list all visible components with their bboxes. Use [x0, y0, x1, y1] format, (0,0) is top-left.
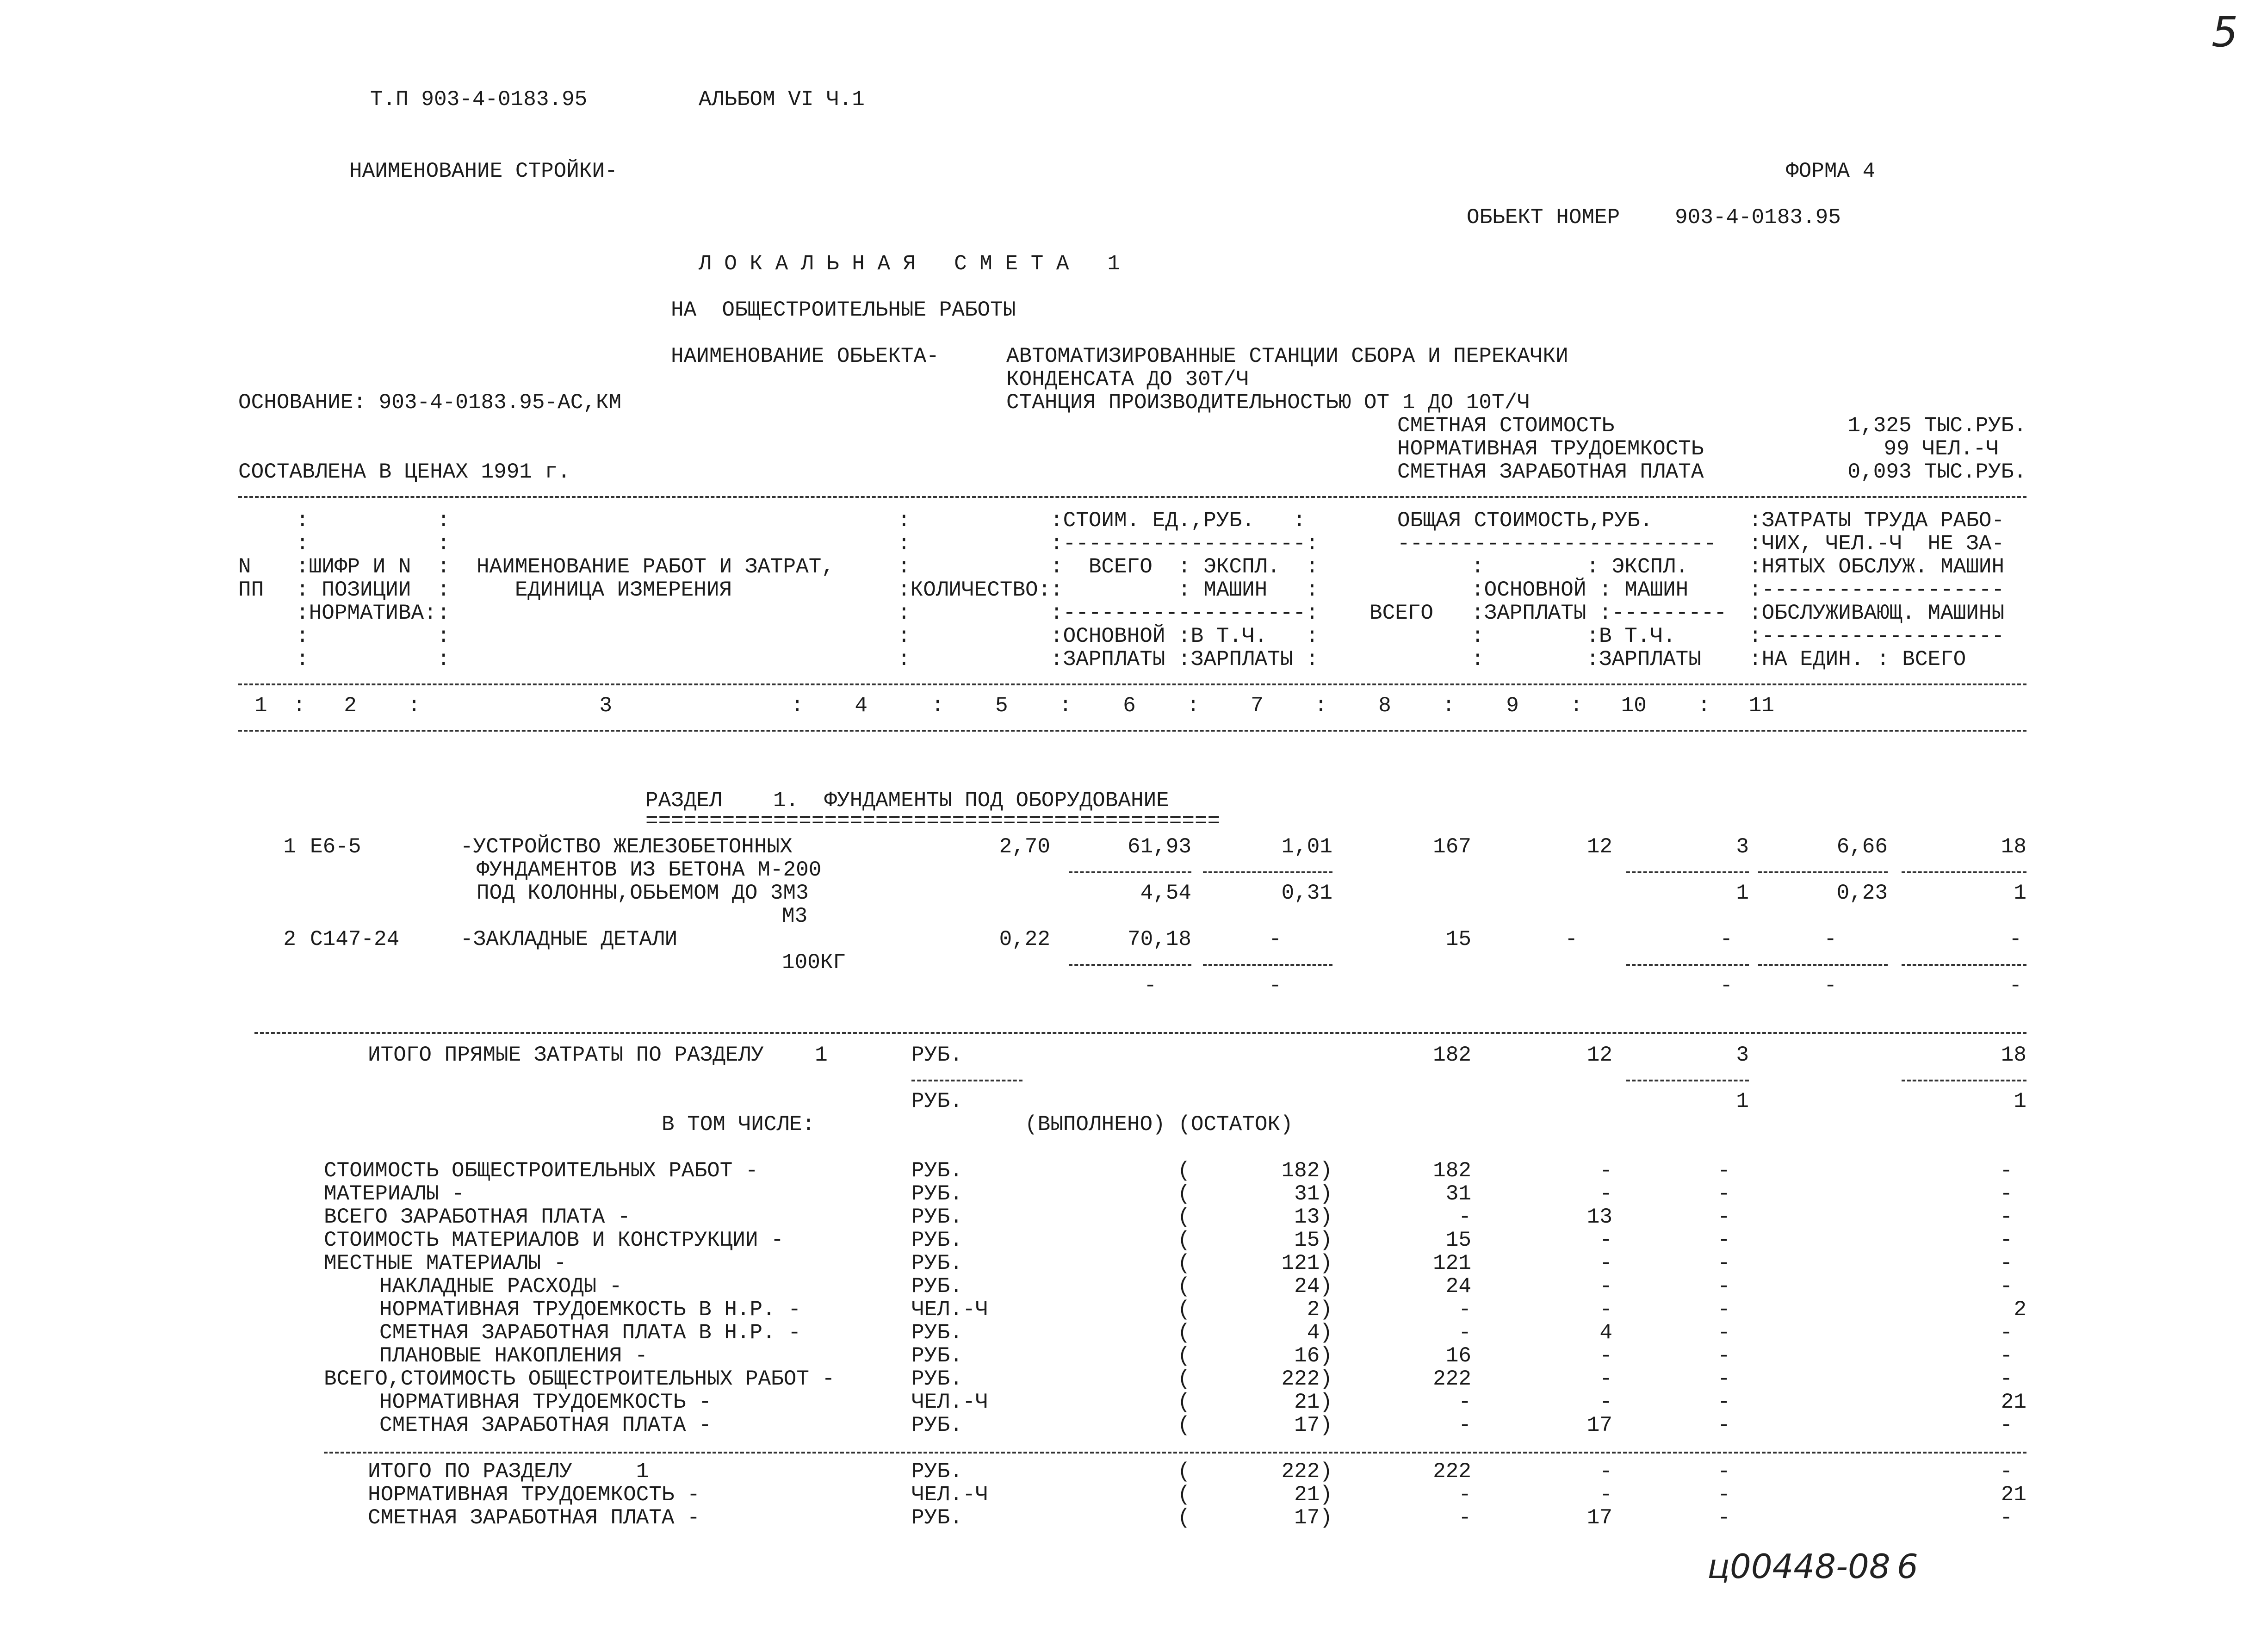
sub-rule	[1626, 871, 1749, 873]
subtotal-service: 1	[2014, 1089, 2026, 1113]
sub-rule	[1758, 871, 1888, 873]
summary-label-cost: СМЕТНАЯ СТОИМОСТЬ	[1397, 414, 1615, 438]
breakdown-mach: -	[1717, 1390, 1730, 1414]
breakdown-unit: РУБ.	[911, 1367, 963, 1391]
album-label: АЛЬБОМ VI Ч.1	[699, 87, 865, 112]
breakdown-open-paren: (	[1177, 1367, 1190, 1391]
object-name-label: НАИМЕНОВАНИЕ ОБЬЕКТА-	[671, 344, 939, 368]
breakdown-total: 15	[1445, 1228, 1471, 1252]
breakdown-open-paren: (	[1177, 1159, 1190, 1183]
header-n: N ПП	[238, 555, 264, 602]
header-bottom-rule	[238, 730, 2026, 732]
item-unit-mach-salary: 0,31	[1281, 881, 1332, 905]
breakdown-salary: -	[1599, 1182, 1612, 1206]
totals-total: -	[1458, 1506, 1471, 1530]
breakdown-labor: -	[2000, 1251, 2013, 1275]
sub-rule	[1203, 871, 1332, 873]
sub-rule	[1902, 964, 2026, 966]
breakdown-label: НОРМАТИВНАЯ ТРУДОЕМКОСТЬ В Н.Р. -	[379, 1298, 801, 1322]
sub-rule	[1069, 964, 1191, 966]
item-unit-salary: 4,54	[1140, 881, 1191, 905]
breakdown-total: -	[1458, 1390, 1471, 1414]
basis-line: ОСНОВАНИЕ: 903-4-0183.95-АС,КМ	[238, 391, 622, 415]
page-subtitle: НА ОБЩЕСТРОИТЕЛЬНЫЕ РАБОТЫ	[671, 298, 1016, 322]
breakdown-labor: -	[2000, 1228, 2013, 1252]
breakdown-labor: -	[2000, 1159, 2013, 1183]
totals-labor: -	[2000, 1460, 2013, 1484]
item-qty: 0,22	[999, 927, 1050, 951]
breakdown-unit: РУБ.	[911, 1251, 963, 1275]
breakdown-salary: 4	[1599, 1321, 1612, 1345]
breakdown-unit: РУБ.	[911, 1321, 963, 1345]
totals-unit: РУБ.	[911, 1506, 963, 1530]
breakdown-unit: РУБ.	[911, 1159, 963, 1183]
breakdown-open-paren: (	[1177, 1228, 1190, 1252]
item-unit-mach: -	[1269, 927, 1282, 951]
breakdown-salary: 17	[1586, 1413, 1612, 1437]
breakdown-labor: -	[2000, 1367, 2013, 1391]
breakdown-labor: -	[2000, 1182, 2013, 1206]
breakdown-labor: -	[2000, 1344, 2013, 1368]
subtotal-label: ИТОГО ПРЯМЫЕ ЗАТРАТЫ ПО РАЗДЕЛУ 1	[368, 1043, 828, 1067]
item-number: 1	[283, 835, 296, 859]
breakdown-mach: -	[1717, 1159, 1730, 1183]
item-name-line: ФУНДАМЕНТОВ ИЗ БЕТОНА М-200	[477, 858, 822, 882]
item-labor-total: 18	[2001, 835, 2026, 859]
item-name-line: -ЗАКЛАДНЫЕ ДЕТАЛИ	[460, 927, 678, 951]
item-total: 15	[1445, 927, 1471, 951]
breakdown-salary: -	[1599, 1159, 1612, 1183]
including-label: В ТОМ ЧИСЛЕ:	[662, 1112, 815, 1137]
totals-total: -	[1458, 1483, 1471, 1507]
breakdown-open-paren: (	[1177, 1390, 1190, 1414]
breakdown-mach: -	[1717, 1251, 1730, 1275]
item-mach: 3	[1736, 835, 1749, 859]
totals-salary: -	[1599, 1483, 1612, 1507]
breakdown-total: 121	[1433, 1251, 1471, 1275]
breakdown-label: СМЕТНАЯ ЗАРАБОТНАЯ ПЛАТА В Н.Р. -	[379, 1321, 801, 1345]
breakdown-mach: -	[1717, 1182, 1730, 1206]
handwritten-code: ц00448-08	[1707, 1547, 1890, 1586]
breakdown-open-paren: (	[1177, 1251, 1190, 1275]
totals-label: НОРМАТИВНАЯ ТРУДОЕМКОСТЬ -	[368, 1483, 700, 1507]
breakdown-mach: -	[1717, 1321, 1730, 1345]
totals-open-paren: (	[1177, 1460, 1190, 1484]
breakdown-label: СТОИМОСТЬ ОБЩЕСТРОИТЕЛЬНЫХ РАБОТ -	[324, 1159, 758, 1183]
breakdown-unit: РУБ.	[911, 1228, 963, 1252]
breakdown-salary: -	[1599, 1251, 1612, 1275]
project-code: Т.П 903-4-0183.95	[370, 87, 588, 112]
item-unit-mach: 1,01	[1281, 835, 1332, 859]
item-service-total: -	[2009, 974, 2022, 998]
breakdown-mach: -	[1717, 1298, 1730, 1322]
breakdown-label: СТОИМОСТЬ МАТЕРИАЛОВ И КОНСТРУКЦИИ -	[324, 1228, 784, 1252]
breakdown-labor: -	[2000, 1274, 2013, 1298]
breakdown-done: 13)	[1294, 1205, 1332, 1229]
header-total-all: ВСЕГО	[1369, 601, 1434, 625]
item-unit: 100КГ	[782, 950, 846, 975]
sub-rule	[1626, 964, 1749, 966]
page-title: Л О К А Л Ь Н А Я С М Е Т А 1	[699, 252, 1120, 276]
breakdown-done: 17)	[1294, 1413, 1332, 1437]
breakdown-unit: РУБ.	[911, 1344, 963, 1368]
item-unit: М3	[782, 904, 808, 928]
header-qty: : : : :КОЛИЧЕСТВО: : : :	[898, 509, 1051, 671]
breakdown-done: 24)	[1294, 1274, 1332, 1298]
item-name-line: -УСТРОЙСТВО ЖЕЛЕЗОБЕТОННЫХ	[460, 835, 793, 859]
totals-mach: -	[1717, 1483, 1730, 1507]
breakdown-total: -	[1458, 1321, 1471, 1345]
breakdown-mach: -	[1717, 1274, 1730, 1298]
breakdown-salary: 13	[1586, 1205, 1612, 1229]
breakdown-total: -	[1458, 1205, 1471, 1229]
breakdown-label: ПЛАНОВЫЕ НАКОПЛЕНИЯ -	[379, 1344, 648, 1368]
summary-value-cost: 1,325 ТЫС.РУБ.	[1847, 414, 2026, 438]
totals-rule	[324, 1452, 2026, 1454]
item-mach-salary: -	[1720, 974, 1733, 998]
breakdown-unit: РУБ.	[911, 1205, 963, 1229]
subtotal-unit: РУБ.	[911, 1043, 963, 1067]
totals-unit: ЧЕЛ.-Ч	[911, 1483, 988, 1507]
breakdown-open-paren: (	[1177, 1321, 1190, 1345]
breakdown-open-paren: (	[1177, 1274, 1190, 1298]
breakdown-unit: РУБ.	[911, 1274, 963, 1298]
totals-done: 222)	[1281, 1460, 1332, 1484]
item-unit-total: 61,93	[1127, 835, 1191, 859]
breakdown-done: 2)	[1307, 1298, 1332, 1322]
sub-rule	[1203, 964, 1332, 966]
subtotal-unit-2: РУБ.	[911, 1089, 963, 1113]
breakdown-total: -	[1458, 1413, 1471, 1437]
breakdown-done: 182)	[1281, 1159, 1332, 1183]
breakdown-label: МЕСТНЫЕ МАТЕРИАЛЫ -	[324, 1251, 567, 1275]
totals-mach: -	[1717, 1506, 1730, 1530]
breakdown-labor: -	[2000, 1413, 2013, 1437]
header-labor: :ЗАТРАТЫ ТРУДА РАБО- :ЧИХ, ЧЕЛ.-Ч НЕ ЗА- :НЯТЫХ ОБСЛУЖ. МАШИН :------------------- :ОБСЛУЖИВАЮЩ. МАШИНЫ :------------------- :НА ЕДИН. : ВСЕГО	[1749, 509, 2005, 671]
breakdown-total: 222	[1433, 1367, 1471, 1391]
breakdown-done: 15)	[1294, 1228, 1332, 1252]
item-number: 2	[283, 927, 296, 951]
subtotal-salary: 12	[1586, 1043, 1612, 1067]
breakdown-label: МАТЕРИАЛЫ -	[324, 1182, 465, 1206]
header-code: : : :ШИФР И N : ПОЗИЦИИ :НОРМАТИВА: : :	[296, 509, 437, 671]
summary-label-labor: НОРМАТИВНАЯ ТРУДОЕМКОСТЬ	[1397, 437, 1704, 461]
sub-rule	[1626, 1080, 1749, 1081]
subtotal-mach-salary: 1	[1736, 1089, 1749, 1113]
totals-unit: РУБ.	[911, 1460, 963, 1484]
header-top-rule	[238, 496, 2026, 498]
breakdown-salary: -	[1599, 1274, 1612, 1298]
item-salary: 12	[1586, 835, 1612, 859]
header-name-sep: : : : : : : :	[437, 509, 450, 671]
summary-label-salary: СМЕТНАЯ ЗАРАБОТНАЯ ПЛАТА	[1397, 460, 1704, 484]
totals-done: 17)	[1294, 1506, 1332, 1530]
section-title: РАЗДЕЛ 1. ФУНДАМЕНТЫ ПОД ОБОРУДОВАНИЕ	[645, 789, 1169, 813]
sub-rule	[1758, 964, 1888, 966]
breakdown-open-paren: (	[1177, 1205, 1190, 1229]
item-unit-total: 70,18	[1127, 927, 1191, 951]
breakdown-mach: -	[1717, 1367, 1730, 1391]
breakdown-label: НАКЛАДНЫЕ РАСХОДЫ -	[379, 1274, 622, 1298]
breakdown-label: НОРМАТИВНАЯ ТРУДОЕМКОСТЬ -	[379, 1390, 712, 1414]
totals-open-paren: (	[1177, 1483, 1190, 1507]
breakdown-label: СМЕТНАЯ ЗАРАБОТНАЯ ПЛАТА -	[379, 1413, 712, 1437]
breakdown-mach: -	[1717, 1228, 1730, 1252]
totals-salary: -	[1599, 1460, 1612, 1484]
breakdown-salary: -	[1599, 1390, 1612, 1414]
subtotal-total: 182	[1433, 1043, 1471, 1067]
columns-note: (ВЫПОЛНЕНО) (ОСТАТОК)	[1025, 1112, 1293, 1137]
breakdown-labor: -	[2000, 1321, 2013, 1345]
breakdown-done: 16)	[1294, 1344, 1332, 1368]
breakdown-total: 16	[1445, 1344, 1471, 1368]
item-mach-salary: 1	[1736, 881, 1749, 905]
breakdown-done: 4)	[1307, 1321, 1332, 1345]
header-total-sub: : : ЭКСПЛ. :ОСНОВНОЙ : МАШИН :ЗАРПЛАТЫ :--------- : :В Т.Ч. : :ЗАРПЛАТЫ	[1471, 555, 1727, 671]
breakdown-salary: -	[1599, 1228, 1612, 1252]
item-labor-total: -	[2009, 927, 2022, 951]
breakdown-unit: ЧЕЛ.-Ч	[911, 1298, 988, 1322]
breakdown-unit: РУБ.	[911, 1413, 963, 1437]
breakdown-mach: -	[1717, 1344, 1730, 1368]
item-service-total: 1	[2014, 881, 2026, 905]
item-labor-unit: 6,66	[1836, 835, 1888, 859]
construction-label: НАИМЕНОВАНИЕ СТРОЙКИ-	[349, 159, 618, 183]
totals-label: ИТОГО ПО РАЗДЕЛУ 1	[368, 1460, 649, 1484]
object-name-line2: КОНДЕНСАТА ДО 30Т/Ч	[1006, 367, 1249, 391]
item-salary: -	[1565, 927, 1578, 951]
totals-labor: 21	[2001, 1483, 2026, 1507]
form-label: ФОРМА 4	[1786, 159, 1876, 183]
item-mach: -	[1720, 927, 1733, 951]
breakdown-done: 31)	[1294, 1182, 1332, 1206]
totals-total: 222	[1433, 1460, 1471, 1484]
breakdown-total: 182	[1433, 1159, 1471, 1183]
breakdown-labor: 21	[2001, 1390, 2026, 1414]
breakdown-open-paren: (	[1177, 1298, 1190, 1322]
totals-label: СМЕТНАЯ ЗАРАБОТНАЯ ПЛАТА -	[368, 1506, 700, 1530]
totals-mach: -	[1717, 1460, 1730, 1484]
header-mid-rule	[238, 683, 2026, 685]
sub-rule	[1902, 871, 2026, 873]
summary-value-labor: 99 ЧЕЛ.-Ч	[1884, 437, 1999, 461]
breakdown-total: 31	[1445, 1182, 1471, 1206]
item-labor-unit: -	[1824, 927, 1837, 951]
breakdown-mach: -	[1717, 1205, 1730, 1229]
object-name-line1: АВТОМАТИЗИРОВАННЫЕ СТАНЦИИ СБОРА И ПЕРЕКАЧКИ	[1006, 344, 1568, 368]
totals-open-paren: (	[1177, 1506, 1190, 1530]
sub-rule	[911, 1080, 1022, 1081]
totals-labor: -	[2000, 1506, 2013, 1530]
breakdown-open-paren: (	[1177, 1413, 1190, 1437]
breakdown-open-paren: (	[1177, 1182, 1190, 1206]
item-qty: 2,70	[999, 835, 1050, 859]
breakdown-label: ВСЕГО ЗАРАБОТНАЯ ПЛАТА -	[324, 1205, 631, 1229]
breakdown-labor: 2	[2014, 1298, 2026, 1322]
header-name: НАИМЕНОВАНИЕ РАБОТ И ЗАТРАТ, ЕДИНИЦА ИЗМЕРЕНИЯ	[477, 555, 834, 602]
subtotal-labor: 18	[2001, 1043, 2026, 1067]
breakdown-unit: РУБ.	[911, 1182, 963, 1206]
item-total: 167	[1433, 835, 1471, 859]
totals-salary: 17	[1586, 1506, 1612, 1530]
item-name-line: ПОД КОЛОННЫ,ОБЬЕМОМ ДО 3М3	[477, 881, 809, 905]
section-underline: =============================================	[645, 809, 1221, 833]
header-total-cost: ОБЩАЯ СТОИМОСТЬ,РУБ. -------------------------	[1397, 509, 1717, 556]
breakdown-label: ВСЕГО,СТОИМОСТЬ ОБЩЕСТРОИТЕЛЬНЫХ РАБОТ -	[324, 1367, 835, 1391]
breakdown-salary: -	[1599, 1367, 1612, 1391]
breakdown-done: 222)	[1281, 1367, 1332, 1391]
item-unit-salary: -	[1144, 974, 1157, 998]
item-code: Е6-5	[310, 835, 361, 859]
item-code: С147-24	[310, 927, 400, 951]
column-numbers: 1 : 2 : 3 : 4 : 5 : 6 : 7 : 8 : 9 : 10 : 11	[254, 694, 1774, 718]
breakdown-labor: -	[2000, 1205, 2013, 1229]
summary-value-salary: 0,093 ТЫС.РУБ.	[1847, 460, 2026, 484]
item-unit-mach-salary: -	[1269, 974, 1282, 998]
breakdown-mach: -	[1717, 1413, 1730, 1437]
subtotal-mach: 3	[1736, 1043, 1749, 1067]
sub-rule	[1902, 1080, 2026, 1081]
handwritten-sheet-number: 6	[1897, 1547, 1918, 1586]
breakdown-total: -	[1458, 1298, 1471, 1322]
handwritten-page-number: 5	[2212, 8, 2238, 56]
breakdown-done: 21)	[1294, 1390, 1332, 1414]
breakdown-open-paren: (	[1177, 1344, 1190, 1368]
item-service-unit: -	[1824, 974, 1837, 998]
prices-line: СОСТАВЛЕНА В ЦЕНАХ 1991 г.	[238, 460, 570, 484]
subtotal-rule	[254, 1032, 2026, 1034]
object-number: 903-4-0183.95	[1675, 205, 1841, 230]
object-number-label: ОБЬЕКТ НОМЕР	[1467, 205, 1620, 230]
item-service-unit: 0,23	[1836, 881, 1888, 905]
object-name-line3: СТАНЦИЯ ПРОИЗВОДИТЕЛЬНОСТЬЮ ОТ 1 ДО 10Т/Ч	[1006, 391, 1530, 415]
totals-done: 21)	[1294, 1483, 1332, 1507]
breakdown-total: 24	[1445, 1274, 1471, 1298]
header-unit-cost: :СТОИМ. ЕД.,РУБ. : :-------------------: : ВСЕГО : ЭКСПЛ. : : : МАШИН : :-------------------: :ОСНОВНОЙ :В Т.Ч. : :ЗАРПЛАТЫ :ЗАРПЛАТЫ :	[1050, 509, 1319, 671]
breakdown-unit: ЧЕЛ.-Ч	[911, 1390, 988, 1414]
breakdown-done: 121)	[1281, 1251, 1332, 1275]
sub-rule	[1069, 871, 1191, 873]
breakdown-salary: -	[1599, 1298, 1612, 1322]
breakdown-salary: -	[1599, 1344, 1612, 1368]
